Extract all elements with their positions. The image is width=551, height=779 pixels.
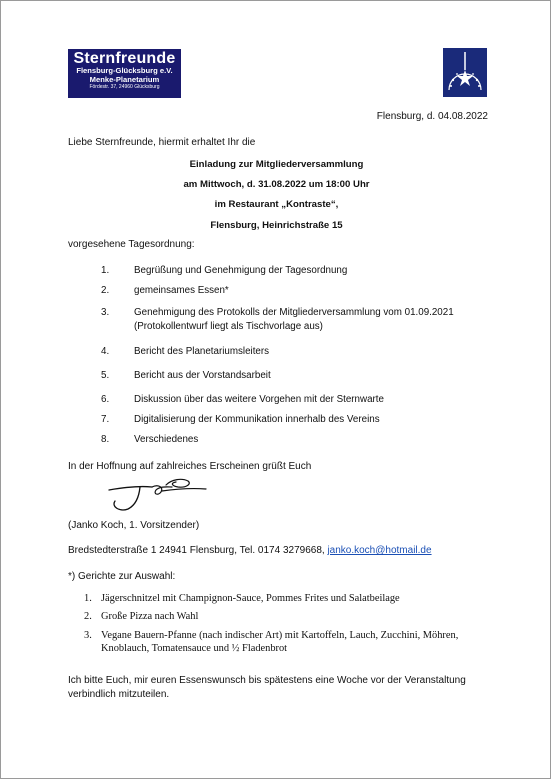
menu-number: 1. (84, 593, 92, 604)
agenda-note: (Protokollentwurf liegt als Tischvorlage aus) (134, 321, 323, 332)
handwritten-signature (106, 475, 211, 517)
agenda-text: Genehmigung des Protokolls der Mitgliederversammlung vom 01.09.2021 (134, 307, 454, 318)
contact-address: Bredstedterstraße 1 24941 Flensburg, Tel. 0174 3279668, (68, 545, 328, 556)
contact-line (68, 545, 432, 556)
email-link[interactable]: janko.koch@hotmail.de (327, 545, 432, 556)
logo-address: Fördestr. 37, 24960 Glücksburg (89, 84, 160, 91)
planetarium-star-emblem-icon (443, 48, 487, 97)
club-logo (68, 49, 181, 98)
invitation-venue: im Restaurant „Kontraste“, (214, 199, 339, 210)
agenda-number: 3. (101, 307, 110, 318)
greeting: Liebe Sternfreunde, hiermit erhaltet Ihr die (68, 137, 256, 148)
menu-text: Jägerschnitzel mit Champignon-Sauce, Pommes Frites und Salatbeilage (101, 593, 400, 604)
logo-title: Sternfreunde (73, 50, 176, 67)
agenda-number: 2. (101, 285, 110, 296)
invitation-title: Einladung zur Mitgliederversammlung (189, 159, 364, 170)
agenda-number: 7. (101, 414, 110, 425)
invitation-address: Flensburg, Heinrichstraße 15 (210, 220, 343, 231)
agenda-label: vorgesehene Tagesordnung: (68, 239, 195, 250)
agenda-text: Bericht des Planetariumsleiters (134, 346, 270, 357)
menu-note: *) Gerichte zur Auswahl: (68, 571, 176, 582)
closing-line: In der Hoffnung auf zahlreiches Erscheinen grüßt Euch (68, 461, 312, 472)
logo-planetarium-name: Menke-Planetarium (89, 74, 160, 84)
agenda-text: Digitalisierung der Kommunikation innerhalb des Vereins (134, 414, 380, 425)
agenda-text: Verschiedenes (134, 434, 199, 445)
menu-number: 3. (84, 630, 92, 641)
logo-club-name: Flensburg-Glücksburg e.V. (76, 66, 173, 75)
menu-text: Große Pizza nach Wahl (101, 611, 199, 622)
signer-name: (Janko Koch, 1. Vorsitzender) (68, 520, 200, 531)
agenda-number: 6. (101, 394, 110, 405)
letter-date: Flensburg, d. 04.08.2022 (376, 111, 488, 122)
agenda-number: 1. (101, 265, 110, 276)
menu-number: 2. (84, 611, 92, 622)
agenda-text: gemeinsames Essen* (134, 285, 229, 296)
agenda-text: Bericht aus der Vorstandsarbeit (134, 370, 271, 381)
invitation-date: am Mittwoch, d. 31.08.2022 um 18:00 Uhr (183, 179, 370, 190)
food-choice-request: Ich bitte Euch, mir euren Essenswunsch bis spätestens eine Woche vor der Veranstaltung verbindlich mitzuteilen. (68, 675, 466, 700)
agenda-number: 4. (101, 346, 110, 357)
agenda-text: Begrüßung und Genehmigung der Tagesordnung (134, 265, 348, 276)
agenda-text-block (134, 306, 494, 334)
agenda-text: Diskussion über das weitere Vorgehen mit der Sternwarte (134, 394, 384, 405)
agenda-number: 5. (101, 370, 110, 381)
menu-text: Vegane Bauern-Pfanne (nach indischer Art) mit Kartoffeln, Lauch, Zucchini, Möhren, Knoblauch, Tomatensauce und ½ Fladenbrot (101, 630, 459, 654)
agenda-number: 8. (101, 434, 110, 445)
